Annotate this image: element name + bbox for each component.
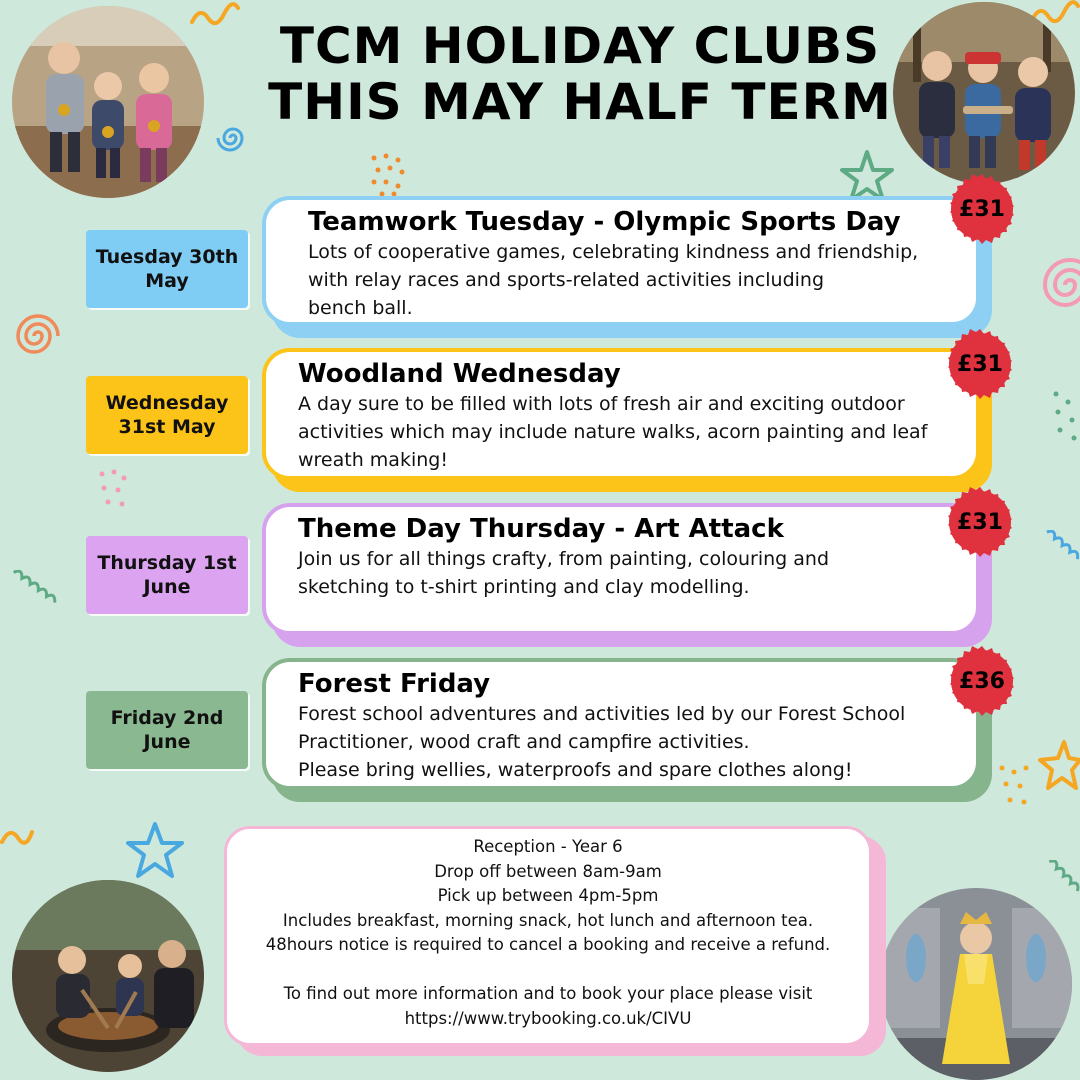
info-year-groups: Reception - Year 6 <box>473 837 623 856</box>
title-line-1: TCM HOLIDAY CLUBS <box>279 17 881 75</box>
coil-decoration <box>1030 530 1080 590</box>
activity-title: Forest Friday <box>298 669 491 699</box>
info-booking-text: To find out more information and to book your place please visit <box>283 984 813 1003</box>
photo-costume <box>880 888 1072 1080</box>
star-icon <box>124 820 186 882</box>
description-line: Join us for all things crafty, from painting, colouring and <box>298 548 829 570</box>
description-line: A day sure to be filled with lots of fresh air and exciting outdoor <box>298 393 905 415</box>
spacer <box>227 958 869 983</box>
activity-description <box>308 238 946 322</box>
description-line: wreath making! <box>298 449 448 471</box>
activity-description <box>298 545 946 601</box>
info-body <box>224 826 872 1046</box>
description-line: Forest school adventures and activities led by our Forest School <box>298 703 906 725</box>
price-badge <box>946 645 1018 717</box>
activity-title: Woodland Wednesday <box>298 359 621 389</box>
activity-description <box>298 700 946 784</box>
dots-decoration <box>996 762 1036 808</box>
spiral-icon <box>1030 240 1080 330</box>
info-drop-off: Drop off between 8am-9am <box>434 861 662 881</box>
day-label-line-1: Wednesday <box>105 392 229 414</box>
day-label-thursday <box>86 536 248 614</box>
description-line: with relay races and sports-related activities including <box>308 269 825 291</box>
price-value: £31 <box>959 196 1005 222</box>
star-icon <box>1036 738 1080 796</box>
day-label-wednesday <box>86 376 248 454</box>
description-line: activities which may include nature walks, acorn painting and leaf <box>298 421 928 443</box>
day-label-tuesday <box>86 230 248 308</box>
page-title <box>230 18 930 130</box>
description-line: Please bring wellies, waterproofs and spare clothes along! <box>298 759 853 781</box>
day-label-line-2: May <box>145 270 189 292</box>
price-badge <box>944 486 1016 558</box>
description-line: bench ball. <box>308 297 413 319</box>
card-body <box>262 658 980 790</box>
card-body <box>262 196 980 326</box>
description-line: Lots of cooperative games, celebrating kindness and friendship, <box>308 241 919 263</box>
day-label-line-1: Thursday 1st <box>97 552 237 574</box>
day-label-line-1: Friday 2nd <box>110 707 224 729</box>
spiral-icon <box>10 308 66 364</box>
activity-title: Teamwork Tuesday - Olympic Sports Day <box>308 207 901 237</box>
info-box <box>224 826 894 1058</box>
description-line: Practitioner, wood craft and campfire activities. <box>298 731 750 753</box>
activity-card-tuesday <box>262 196 992 326</box>
squiggle-decoration <box>0 812 34 852</box>
price-badge <box>946 173 1018 245</box>
photo-children-medals <box>12 6 204 198</box>
activity-description <box>298 390 946 474</box>
dots-decoration <box>1050 388 1080 444</box>
photo-campfire <box>12 880 204 1072</box>
price-value: £31 <box>957 509 1003 535</box>
coil-decoration <box>0 570 70 630</box>
price-value: £31 <box>957 351 1003 377</box>
day-label-line-2: June <box>143 576 191 598</box>
dots-decoration <box>368 152 408 198</box>
card-body <box>262 503 980 635</box>
dots-decoration <box>96 468 132 514</box>
day-label-line-2: 31st May <box>118 416 216 438</box>
info-includes: Includes breakfast, morning snack, hot lunch and afternoon tea. <box>282 910 814 930</box>
day-label-line-1: Tuesday 30th <box>95 246 239 268</box>
price-value: £36 <box>959 668 1005 694</box>
activity-title: Theme Day Thursday - Art Attack <box>298 514 784 544</box>
activity-card-friday <box>262 658 992 790</box>
title-line-2: THIS MAY HALF TERM <box>268 73 892 131</box>
day-label-line-2: June <box>143 731 191 753</box>
photo-children-woodland <box>893 2 1075 184</box>
card-body <box>262 348 980 480</box>
description-line: sketching to t-shirt printing and clay modelling. <box>298 576 750 598</box>
activity-card-wednesday <box>262 348 992 480</box>
booking-link[interactable]: https://www.trybooking.co.uk/CIVU <box>404 1008 692 1028</box>
day-label-friday <box>86 691 248 769</box>
info-pick-up: Pick up between 4pm-5pm <box>437 886 659 905</box>
price-badge <box>944 328 1016 400</box>
activity-card-thursday <box>262 503 992 635</box>
info-cancellation: 48hours notice is required to cancel a booking and receive a refund. <box>265 935 831 954</box>
